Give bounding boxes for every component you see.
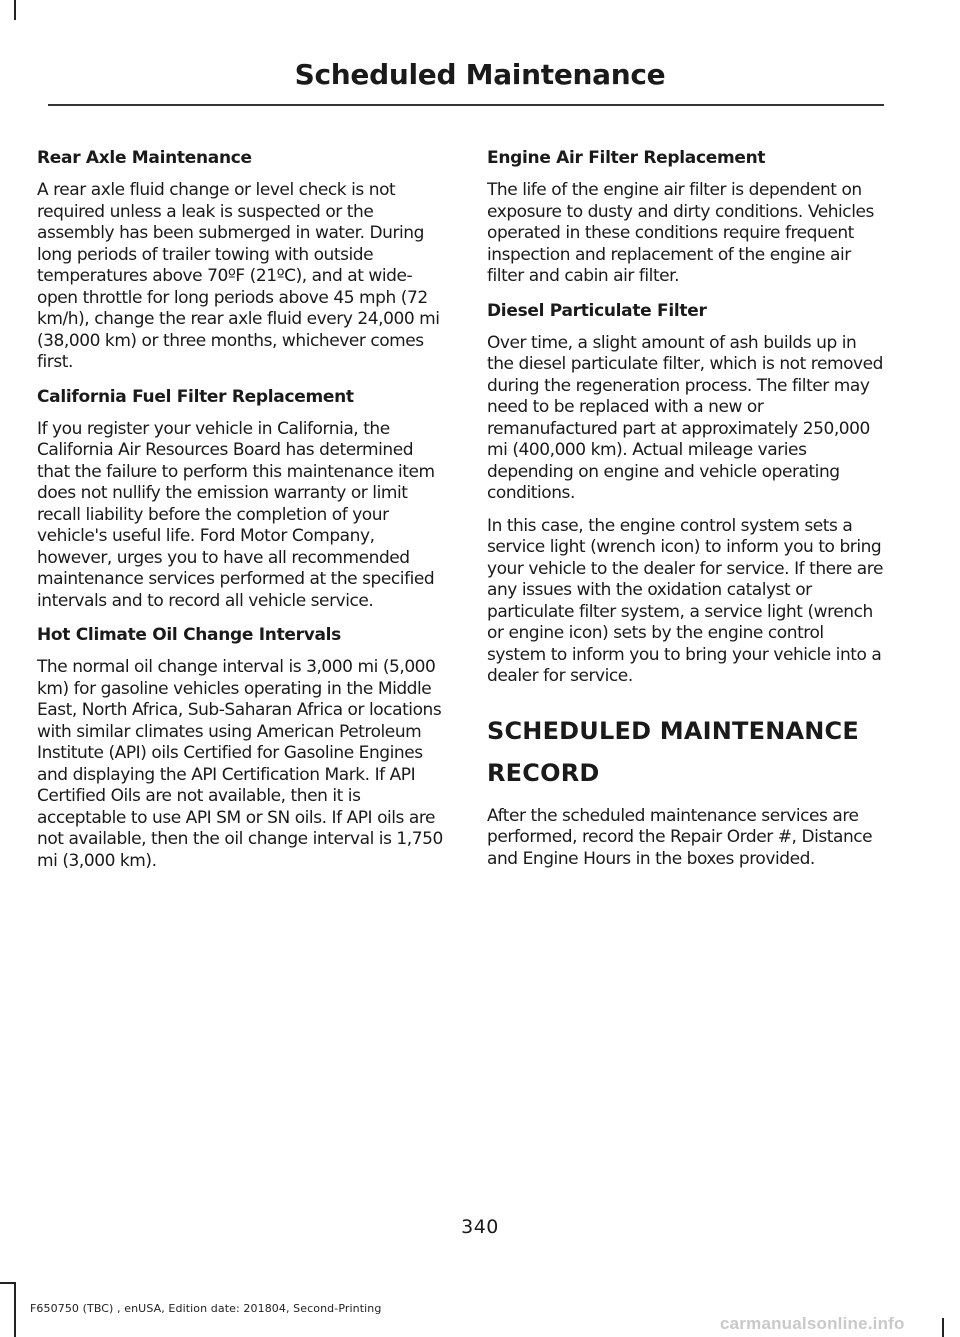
paragraph: In this case, the engine control system sets a service light (wrench icon) to inform you to bring your vehicle to the dealer for service. If there are any issues with the oxidation catalyst or particulate filter system, a service light (wrench or engine icon) sets by the engine control system to inform you to bring your vehicle into a dealer for service.	[487, 515, 883, 686]
crop-mark-bottom-left-horizontal	[0, 1282, 16, 1284]
page-number: 340	[461, 1216, 499, 1238]
left-column	[37, 146, 445, 883]
paragraph: A rear axle fluid change or level check is not required unless a leak is suspected or the assembly has been submerged in water. During long periods of trailer towing with outside temperatures above 70ºF (21ºC), and at wide-open throttle for long periods above 45 mph (72 km/h), change the rear axle fluid every 24,000 mi (38,000 km) or three months, whichever comes first.	[37, 180, 440, 372]
crop-mark-bottom-right	[942, 1318, 944, 1337]
paragraph: The normal oil change interval is 3,000 mi (5,000 km) for gasoline vehicles operating in the Middle East, North Africa, Sub-Saharan Africa or locations with similar climates using American Petroleum Institute (API) oils Certified for Gasoline Engines and displaying the API Certification Mark. If API Certified Oils are not available, then it is acceptable to use API SM or SN oils. If API oils are not available, then the oil change interval is 1,750 mi (3,000 km).	[37, 657, 443, 871]
paragraph: If you register your vehicle in California, the California Air Resources Board has determined that the failure to perform this maintenance item does not nullify the emission warranty or limit recall liability before the completion of your vehicle's useful life. Ford Motor Company, however, urges you to have all recommended maintenance services performed at the specified intervals and to record all vehicle service.	[37, 418, 435, 611]
section-title: Rear Axle Maintenance	[37, 148, 252, 168]
record-heading: SCHEDULED MAINTENANCE RECORD	[487, 716, 859, 787]
crop-mark-bottom-left	[14, 1282, 16, 1337]
right-column	[487, 146, 887, 881]
section-engine-air-filter	[487, 146, 887, 288]
section-title: Engine Air Filter Replacement	[487, 148, 766, 168]
section-diesel-particulate-filter	[487, 299, 887, 688]
paragraph: The life of the engine air filter is dependent on exposure to dusty and dirty conditions. Vehicles operated in these conditions require frequent inspection and replacement of the engine air filter and cabin air filter.	[487, 180, 874, 286]
paragraph: Over time, a slight amount of ash builds up in the diesel particulate filter, which is not removed during the regeneration process. The filter may need to be replaced with a new or remanufactured part at approximately 250,000 mi (400,000 km). Actual mileage varies depending on engine and vehicle operating conditions.	[487, 332, 883, 503]
crop-mark-top-left	[14, 0, 16, 20]
section-california-fuel-filter	[37, 385, 445, 613]
section-hot-climate-oil	[37, 623, 445, 872]
edition-footer: F650750 (TBC) , enUSA, Edition date: 201804, Second-Printing	[30, 1302, 382, 1315]
header-divider	[48, 104, 884, 106]
section-title: California Fuel Filter Replacement	[37, 386, 354, 407]
section-title: Hot Climate Oil Change Intervals	[37, 625, 342, 645]
page-title: Scheduled Maintenance	[294, 58, 666, 91]
section-title: Diesel Particulate Filter	[487, 300, 707, 321]
watermark: carmanualsonline.info	[720, 1314, 905, 1333]
record-paragraph: After the scheduled maintenance services are performed, record the Repair Order #, Distance and Engine Hours in the boxes provided.	[487, 805, 873, 869]
section-rear-axle	[37, 146, 445, 374]
